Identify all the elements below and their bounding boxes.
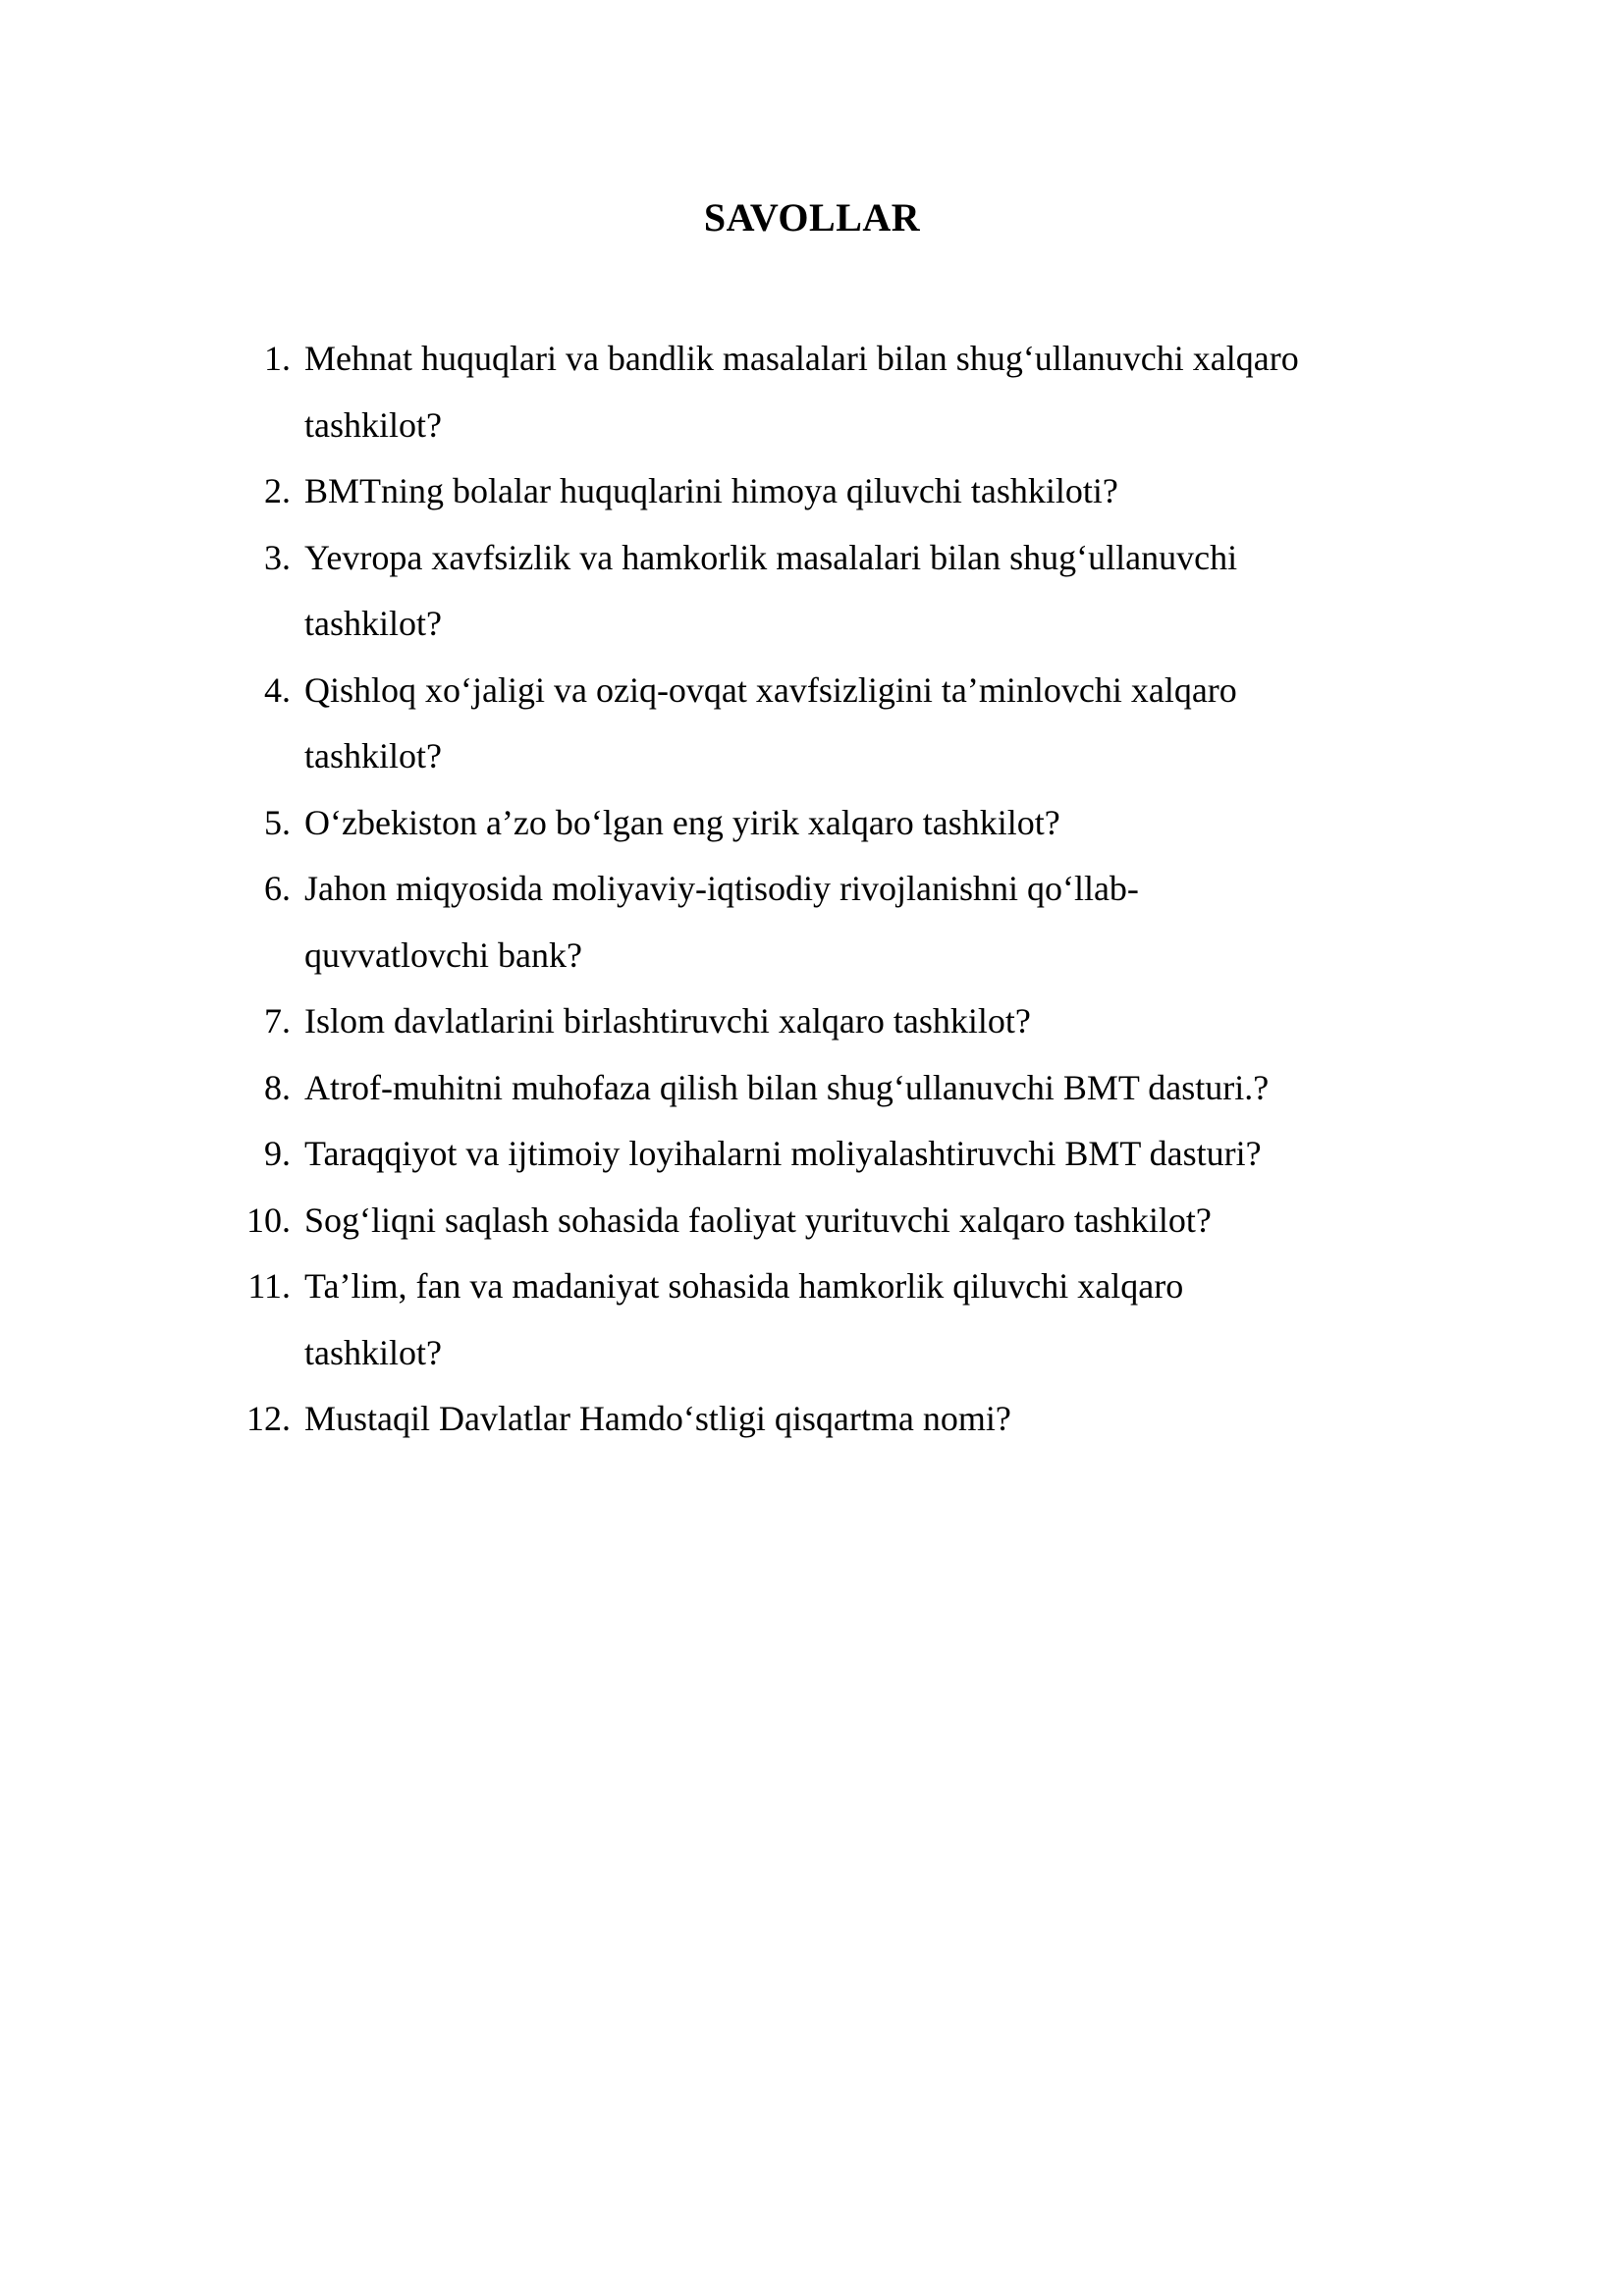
question-text-line: Mehnat huquqlari va bandlik masalalari bilan shug‘ullanuvchi xalqaro bbox=[304, 339, 1299, 378]
question-number: 4. bbox=[264, 669, 291, 710]
questions-list bbox=[244, 326, 1402, 1453]
question-text-line: tashkilot? bbox=[304, 604, 442, 643]
question-text-line: tashkilot? bbox=[304, 1332, 442, 1372]
question-item bbox=[244, 1055, 1402, 1122]
question-text-line: Qishloq xo‘jaligi va oziq-ovqat xavfsizligini ta’minlovchi xalqaro bbox=[304, 669, 1237, 710]
question-text-line: tashkilot? bbox=[304, 736, 442, 775]
question-text-line: tashkilot? bbox=[304, 404, 442, 445]
question-item bbox=[244, 988, 1402, 1055]
question-number: 1. bbox=[264, 339, 291, 378]
question-text-line: BMTning bolalar huquqlarini himoya qiluvchi tashkiloti? bbox=[304, 471, 1118, 510]
question-item bbox=[244, 856, 1402, 988]
question-number: 9. bbox=[264, 1134, 291, 1173]
question-item bbox=[244, 1254, 1402, 1386]
question-text-line: Ta’lim, fan va madaniyat sohasida hamkorlik qiluvchi xalqaro bbox=[304, 1266, 1184, 1306]
question-item bbox=[244, 525, 1402, 658]
question-text-line: Yevropa xavfsizlik va hamkorlik masalalari bilan shug‘ullanuvchi bbox=[304, 537, 1238, 577]
question-text-line: Atrof-muhitni muhofaza qilish bilan shug‘ullanuvchi BMT dasturi.? bbox=[304, 1067, 1270, 1107]
question-item bbox=[244, 1386, 1402, 1453]
question-number: 11. bbox=[247, 1266, 291, 1306]
question-text-line: Taraqqiyot va ijtimoiy loyihalarni moliyalashtiruvchi BMT dasturi? bbox=[304, 1134, 1262, 1173]
question-item bbox=[244, 658, 1402, 790]
question-item bbox=[244, 458, 1402, 525]
question-number: 7. bbox=[264, 1001, 291, 1041]
question-number: 3. bbox=[264, 537, 291, 577]
question-item bbox=[244, 326, 1402, 458]
question-text-line: O‘zbekiston a’zo bo‘lgan eng yirik xalqaro tashkilot? bbox=[304, 802, 1060, 842]
question-text-line: quvvatlovchi bank? bbox=[304, 934, 582, 975]
question-item bbox=[244, 790, 1402, 857]
question-number: 12. bbox=[246, 1399, 291, 1438]
question-text-line: Sog‘liqni saqlash sohasida faoliyat yurituvchi xalqaro tashkilot? bbox=[304, 1200, 1212, 1240]
question-number: 5. bbox=[264, 802, 291, 842]
question-number: 2. bbox=[264, 471, 291, 510]
question-number: 6. bbox=[264, 869, 291, 908]
question-item bbox=[244, 1188, 1402, 1255]
question-item bbox=[244, 1121, 1402, 1188]
question-text-line: Jahon miqyosida moliyaviy-iqtisodiy rivojlanishni qo‘llab- bbox=[304, 869, 1139, 908]
page-title: SAVOLLAR bbox=[703, 195, 921, 240]
question-number: 10. bbox=[246, 1200, 291, 1240]
question-text-line: Islom davlatlarini birlashtiruvchi xalqaro tashkilot? bbox=[304, 1001, 1031, 1041]
question-text-line: Mustaqil Davlatlar Hamdo‘stligi qisqartma nomi? bbox=[304, 1399, 1011, 1438]
question-number: 8. bbox=[264, 1067, 291, 1107]
